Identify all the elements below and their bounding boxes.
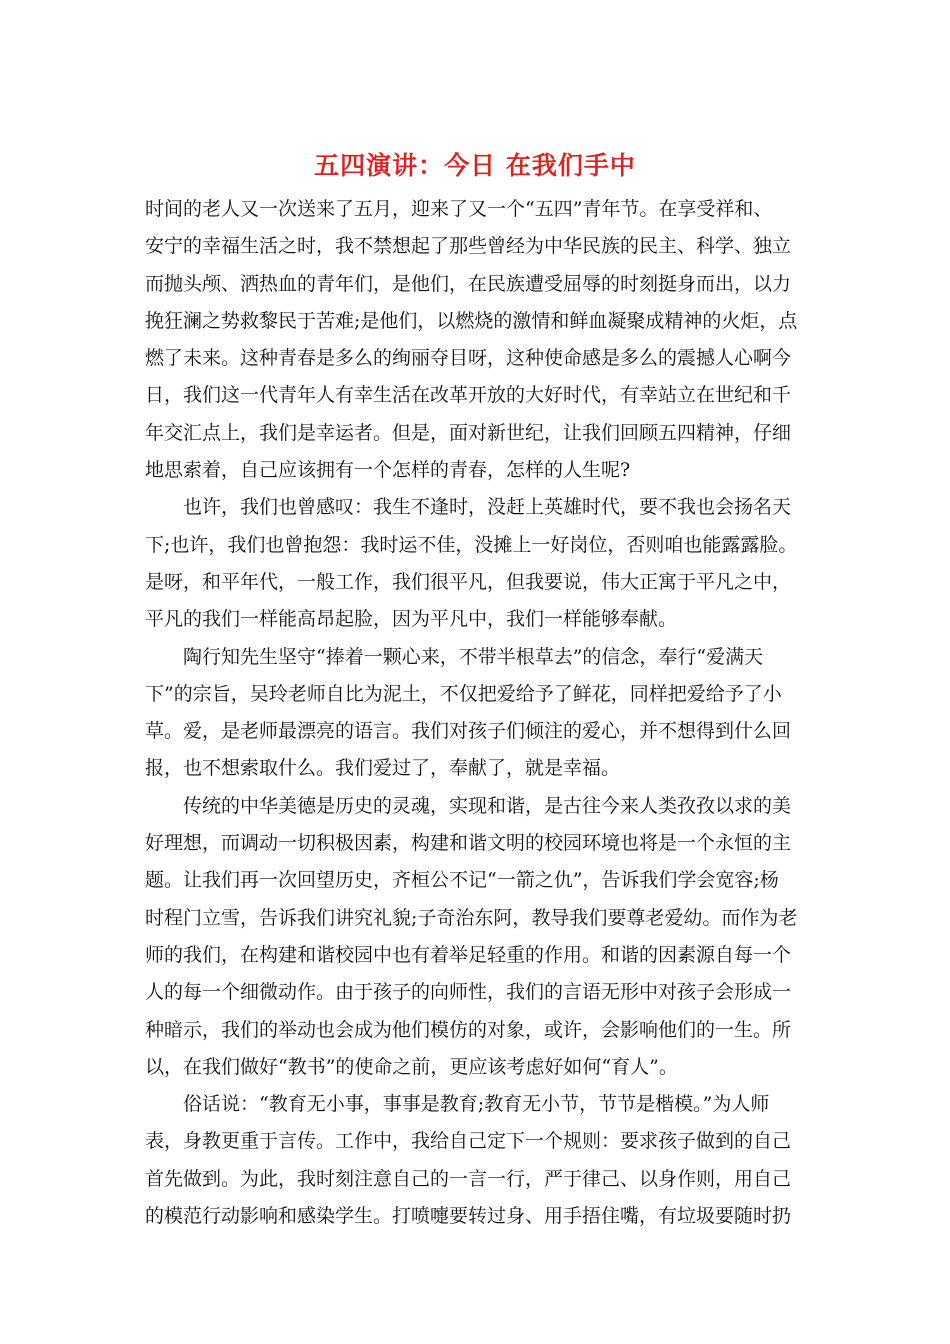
text-line: 师的我们，在构建和谐校园中也有着举足轻重的作用。和谐的因素源自每一个 [145,943,792,966]
text-line: 表，身教更重于言传。工作中，我给自己定下一个规则：要求孩子做到的自己 [145,1130,792,1153]
text-line: 陶行知先生坚守“捧着一颗心来，不带半根草去”的信念，奉行“爱满天 [183,645,764,668]
text-line: 平凡的我们一样能高昂起脸，因为平凡中，我们一样能够奉献。 [145,608,678,631]
text-line: 以，在我们做好“教书”的使命之前，更应该考虑好如何“育人”。 [145,1055,678,1078]
text-line: 安宁的幸福生活之时，我不禁想起了那些曾经为中华民族的民主、科学、独立 [145,235,792,258]
paragraph-1 [145,191,805,489]
text-line: 也许，我们也曾感叹：我生不逢时，没赶上英雄时代，要不我也会扬名天 [183,496,792,519]
text-line: 的模范行动影响和感染学生。打喷嚏要转过身、用手捂住嘴，有垃圾要随时扔 [145,1205,792,1228]
text-line: 首先做到。为此，我时刻注意自己的一言一行，严于律己、以身作则，用自己 [145,1167,792,1190]
text-line: 种暗示，我们的举动也会成为他们模仿的对象，或许，会影响他们的一生。所 [145,1018,792,1041]
text-line: 下”的宗旨，吴玲老师自比为泥土，不仅把爱给予了鲜花，同样把爱给予了小 [145,682,782,705]
paragraph-4 [145,788,805,1086]
paragraph-2 [145,489,805,638]
paragraph-3 [145,639,805,788]
text-line: 日，我们这一代青年人有幸生活在改革开放的大好时代，有幸站立在世纪和千 [145,384,792,407]
text-line: 燃了未来。这种青春是多么的绚丽夺目呀，这种使命感是多么的震撼人心啊今 [145,347,792,370]
text-line: 俗话说：“教育无小事，事事是教育;教育无小节，节节是楷模。”为人师 [183,1093,770,1116]
text-line: 时程门立雪，告诉我们讲究礼貌;子奇治东阿，教导我们要尊老爱幼。而作为老 [145,906,798,929]
text-line: 是呀，和平年代，一般工作，我们很平凡，但我要说，伟大正寓于平凡之中， [145,570,792,593]
text-line: 而抛头颅、洒热血的青年们，是他们，在民族遭受屈辱的时刻挺身而出，以力 [145,272,792,295]
text-line: 时间的老人又一次送来了五月，迎来了又一个“五四”青年节。在享受祥和、 [145,198,773,220]
text-line: 好理想，而调动一切积极因素，构建和谐文明的校园环境也将是一个永恒的主 [145,832,792,855]
document-title: 五四演讲：今日 在我们手中 [314,151,636,180]
text-line: 年交汇点上，我们是幸运者。但是，面对新世纪，让我们回顾五四精神，仔细 [145,421,792,444]
text-line: 草。爱，是老师最漂亮的语言。我们对孩子们倾注的爱心，并不想得到什么回 [145,720,792,743]
text-line: 传统的中华美德是历史的灵魂，实现和谐，是古往今来人类孜孜以求的美 [183,794,792,817]
text-line: 题。让我们再一次回望历史，齐桓公不记“一箭之仇”，告诉我们学会宽容;杨 [145,869,779,892]
text-line: 下;也许，我们也曾抱怨：我时运不佳，没摊上一好岗位，否则咱也能露露脸。 [145,533,798,556]
text-line: 挽狂澜之势救黎民于苦难;是他们，以燃烧的激情和鲜血凝聚成精神的火炬，点 [145,309,798,332]
text-line: 人的每一个细微动作。由于孩子的向师性，我们的言语无形中对孩子会形成一 [145,981,792,1004]
text-line: 地思索着，自己应该拥有一个怎样的青春，怎样的人生呢? [145,459,631,482]
text-line: 报，也不想索取什么。我们爱过了，奉献了，就是幸福。 [145,757,621,780]
paragraph-5 [145,1086,805,1235]
document-body [145,191,805,1235]
